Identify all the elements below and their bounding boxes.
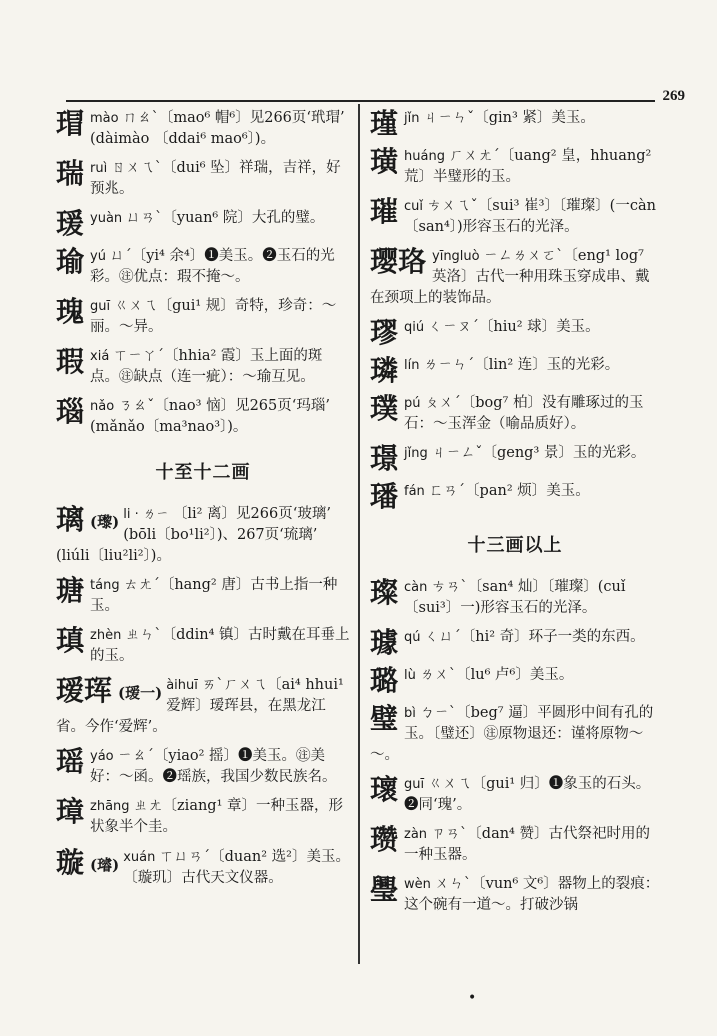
entry-definition: ㄗㄢˋ〔dan⁴ 赞〕古代祭祀时用的一种玉器。 xyxy=(404,826,650,864)
entry-definition: ㄧㄠˊ〔yiao² 摇〕❶美玉。㊟美好：～函。❷瑶族，我国少数民族名。 xyxy=(90,748,337,786)
left-entries-bottom xyxy=(56,504,350,888)
dictionary-entry xyxy=(56,108,350,150)
entry-definition: ㄌㄨˋ〔lu⁶ 卢⁶〕美玉。 xyxy=(419,667,574,684)
entry-pinyin: zàn xyxy=(404,827,428,843)
page-number: 269 xyxy=(662,88,685,104)
entry-headword: 璇 xyxy=(56,846,85,879)
dictionary-entry xyxy=(56,296,350,338)
entry-headword: 璨 xyxy=(370,577,399,610)
dictionary-entry xyxy=(56,504,350,567)
entry-headword: 璠 xyxy=(370,481,399,512)
entry-pinyin: bì xyxy=(404,706,416,722)
entry-pinyin: huáng xyxy=(404,149,445,164)
entry-headword-variant: (璿) xyxy=(90,855,120,874)
entry-pinyin: li · ㄌㄧ xyxy=(123,507,169,523)
entry-pinyin: yáo xyxy=(90,749,114,765)
footer-dot: • xyxy=(468,990,477,1006)
top-rule xyxy=(66,100,655,102)
dictionary-entry xyxy=(56,158,350,200)
entry-definition: ㄧㄥㄌㄨㄛˋ〔eng¹ log⁷ 英洛〕古代一种用珠玉穿成串、戴在颈项上的装饰品。 xyxy=(370,248,650,307)
entry-definition: ㄆㄨˊ〔bog⁷ 柏〕没有雕琢过的玉石：～玉浑金（喻品质好）。 xyxy=(404,395,644,433)
dictionary-entry xyxy=(56,208,350,238)
entry-headword: 璘 xyxy=(370,355,399,386)
entry-headword: 瑱 xyxy=(56,625,85,658)
entry-definition: ㄖㄨㄟˋ〔dui⁶ 坠〕祥瑞，吉祥，好预兆。 xyxy=(90,160,341,198)
entry-definition: ㄐㄧㄣˇ〔gin³ 紧〕美玉。 xyxy=(423,110,595,126)
entry-pinyin: fán xyxy=(404,484,425,500)
dictionary-entry xyxy=(370,246,660,309)
entry-headword: 瑙 xyxy=(56,396,85,429)
dictionary-entry xyxy=(370,577,660,619)
entry-definition: ㄍㄨㄟ〔gui¹ 归〕❶象玉的石头。❷同‘瑰’。 xyxy=(404,776,651,814)
right-entries-top xyxy=(370,108,660,511)
dictionary-entry xyxy=(370,824,660,866)
dictionary-entry xyxy=(370,774,660,816)
entry-headword: 璩 xyxy=(370,627,399,658)
entry-definition: ㄓㄤ〔ziang¹ 章〕一种玉器，形状象半个圭。 xyxy=(90,798,344,836)
entry-headword: 璋 xyxy=(56,796,85,829)
entry-headword: 瑗 xyxy=(56,208,85,239)
entry-pinyin: yīngluò xyxy=(432,249,480,265)
entry-pinyin: càn xyxy=(404,580,428,596)
section-heading: 十三画以上 xyxy=(467,535,563,557)
entry-definition: ㄑㄧㄡˊ〔hiu² 球〕美玉。 xyxy=(428,319,600,336)
entry-pinyin: mào xyxy=(90,111,119,126)
dictionary-entry xyxy=(370,393,660,435)
entry-definition: ㄘㄨㄟˇ〔sui³ 崔³〕〔璀璨〕(一càn〔san⁴〕)形容玉石的光泽。 xyxy=(404,198,656,236)
dictionary-entry xyxy=(370,443,660,473)
entry-pinyin: jǐng xyxy=(404,446,428,462)
entry-headword: 璃 xyxy=(56,504,85,537)
entry-headword: 瑰 xyxy=(56,296,85,329)
entry-headword-variant: (瓈) xyxy=(90,513,120,532)
entry-pinyin: lín xyxy=(404,358,420,374)
dictionary-entry xyxy=(370,196,660,238)
entry-definition: ㄍㄨㄟ〔gui¹ 规〕奇特，珍奇：～丽。～异。 xyxy=(90,298,337,336)
entry-definition: ㄑㄩˊ〔hi² 奇〕环子一类的东西。 xyxy=(424,629,645,646)
entry-pinyin: jǐn xyxy=(404,111,420,126)
entry-definition: ㄇㄠˋ〔mao⁶ 帽⁶〕见266页‘玳瑁’ (dàimào 〔ddai⁶ mao⁶〕)。 xyxy=(90,110,345,148)
dictionary-entry xyxy=(370,108,660,138)
entry-headword: 璟 xyxy=(370,443,399,474)
entry-headword: 璺 xyxy=(370,874,399,907)
entry-definition: ㄓㄣˋ〔ddin⁴ 镇〕古时戴在耳垂上的玉。 xyxy=(90,627,350,665)
dictionary-entry xyxy=(56,847,350,889)
entry-headword: 瑞 xyxy=(56,158,85,191)
entry-pinyin: guī xyxy=(404,777,425,793)
dictionary-entry xyxy=(56,625,350,667)
entry-headword: 瑜 xyxy=(56,246,85,279)
entry-definition: ㄐㄧㄥˇ〔geng³ 景〕玉的光彩。 xyxy=(431,445,646,462)
entry-pinyin: guī xyxy=(90,299,111,315)
entry-headword: 璆 xyxy=(370,317,399,348)
entry-pinyin: yuàn xyxy=(90,211,123,227)
entry-pinyin: wèn xyxy=(404,877,431,893)
dictionary-entry xyxy=(56,346,350,388)
dictionary-entry xyxy=(370,665,660,695)
entry-pinyin: àihuī xyxy=(166,678,198,694)
entry-pinyin: xiá xyxy=(90,349,110,365)
entry-headword: 瑭 xyxy=(56,575,85,608)
entry-definition: ㄩㄢˋ〔yuan⁶ 院〕大孔的璧。 xyxy=(126,210,325,227)
entry-headword: 璐 xyxy=(370,665,399,696)
entry-headword: 瑕 xyxy=(56,346,85,379)
dictionary-entry xyxy=(56,796,350,838)
entry-pinyin: pú xyxy=(404,396,421,412)
left-entries-top xyxy=(56,108,350,438)
dictionary-entry xyxy=(370,146,660,188)
entry-headword: 璞 xyxy=(370,393,399,426)
entry-headword: 瑁 xyxy=(56,108,85,140)
entry-headword: 璀 xyxy=(370,196,399,229)
dictionary-entry xyxy=(56,396,350,438)
dictionary-entry xyxy=(56,746,350,788)
entry-headword-variant: (瑷一) xyxy=(118,684,163,703)
column-divider xyxy=(358,104,360,964)
entry-headword: 璜 xyxy=(370,146,399,178)
entry-pinyin: zhèn xyxy=(90,628,122,644)
dictionary-entry xyxy=(56,246,350,288)
dictionary-entry xyxy=(370,703,660,766)
entry-definition: ㄋㄠˇ〔nao³ 恼〕见265页‘玛瑙’ (mǎnǎo〔ma³nao³〕)。 xyxy=(90,398,330,436)
entry-pinyin: táng xyxy=(90,578,120,594)
entry-definition: ㄈㄢˊ〔pan² 烦〕美玉。 xyxy=(428,483,590,500)
entry-pinyin: nǎo xyxy=(90,399,115,415)
entry-headword: 瑶 xyxy=(56,746,85,779)
entry-headword: 瓌 xyxy=(370,774,399,807)
right-column xyxy=(370,108,660,924)
section-heading: 十至十二画 xyxy=(155,462,251,484)
dictionary-entry xyxy=(370,481,660,511)
entry-pinyin: yú xyxy=(90,249,106,265)
dictionary-entry xyxy=(370,874,660,916)
entry-pinyin: ruì xyxy=(90,161,108,177)
entry-headword: 瓒 xyxy=(370,824,399,857)
entry-definition: ㄒㄩㄢˊ〔duan² 选²〕美玉。〔璇玑〕古代天文仪器。 xyxy=(123,848,350,886)
entry-definition: ㄞˋㄏㄨㄟ〔ai⁴ hhui¹ 爱辉〕瑷珲县，在黑龙江省。今作‘爱辉’。 xyxy=(56,677,344,736)
dictionary-entry xyxy=(370,355,660,385)
entry-definition: ㄏㄨㄤˊ〔uang² 皇，hhuang² 荒〕半璧形的玉。 xyxy=(404,148,652,186)
entry-definition: ㄨㄣˋ〔vun⁶ 文⁶〕器物上的裂痕：这个碗有一道～。打破沙锅 xyxy=(404,876,660,914)
entry-definition: ㄌㄧㄣˊ〔lin² 连〕玉的光彩。 xyxy=(423,357,620,374)
right-entries-bottom xyxy=(370,577,660,916)
entry-pinyin: cuǐ xyxy=(404,199,424,215)
entry-headword: 璧 xyxy=(370,703,399,736)
dictionary-entry xyxy=(370,317,660,347)
left-column xyxy=(56,108,350,897)
dictionary-entry xyxy=(370,627,660,657)
entry-definition: ㄩˊ〔yi⁴ 余⁴〕❶美玉。❷玉石的光彩。㊟优点：瑕不掩～。 xyxy=(90,248,335,286)
dictionary-entry xyxy=(56,575,350,617)
dictionary-entry xyxy=(56,675,350,738)
entry-pinyin: qiú xyxy=(404,320,425,336)
entry-pinyin: xuán xyxy=(123,849,156,865)
entry-definition: ㄘㄢˋ〔san⁴ 灿〕〔璀璨〕(cuǐ〔sui³〕一)形容玉石的光泽。 xyxy=(404,579,626,617)
entry-definition: ㄒㄧㄚˊ〔hhia² 霞〕玉上面的斑点。㊟缺点（连一疵）：～瑜互见。 xyxy=(90,348,323,386)
entry-headword: 瑾 xyxy=(370,108,399,138)
entry-definition: ㄅㄧˋ〔beg⁷ 逼〕平圆形中间有孔的玉。〔璧还〕㊟原物退还：谨将原物～～。 xyxy=(370,705,654,764)
entry-pinyin: qú xyxy=(404,630,421,646)
entry-headword: 瑷珲 xyxy=(56,675,113,708)
entry-pinyin: zhāng xyxy=(90,799,130,815)
entry-definition: 〔li² 离〕见266页‘玻璃’ (bōli〔bo¹li²〕)、267页‘琉璃’ (liúli〔liu²li²〕)。 xyxy=(56,506,331,565)
entry-headword: 璎珞 xyxy=(370,246,427,279)
entry-definition: ㄊㄤˊ〔hang² 唐〕古书上指一种玉。 xyxy=(90,577,338,615)
entry-pinyin: lù xyxy=(404,668,416,684)
